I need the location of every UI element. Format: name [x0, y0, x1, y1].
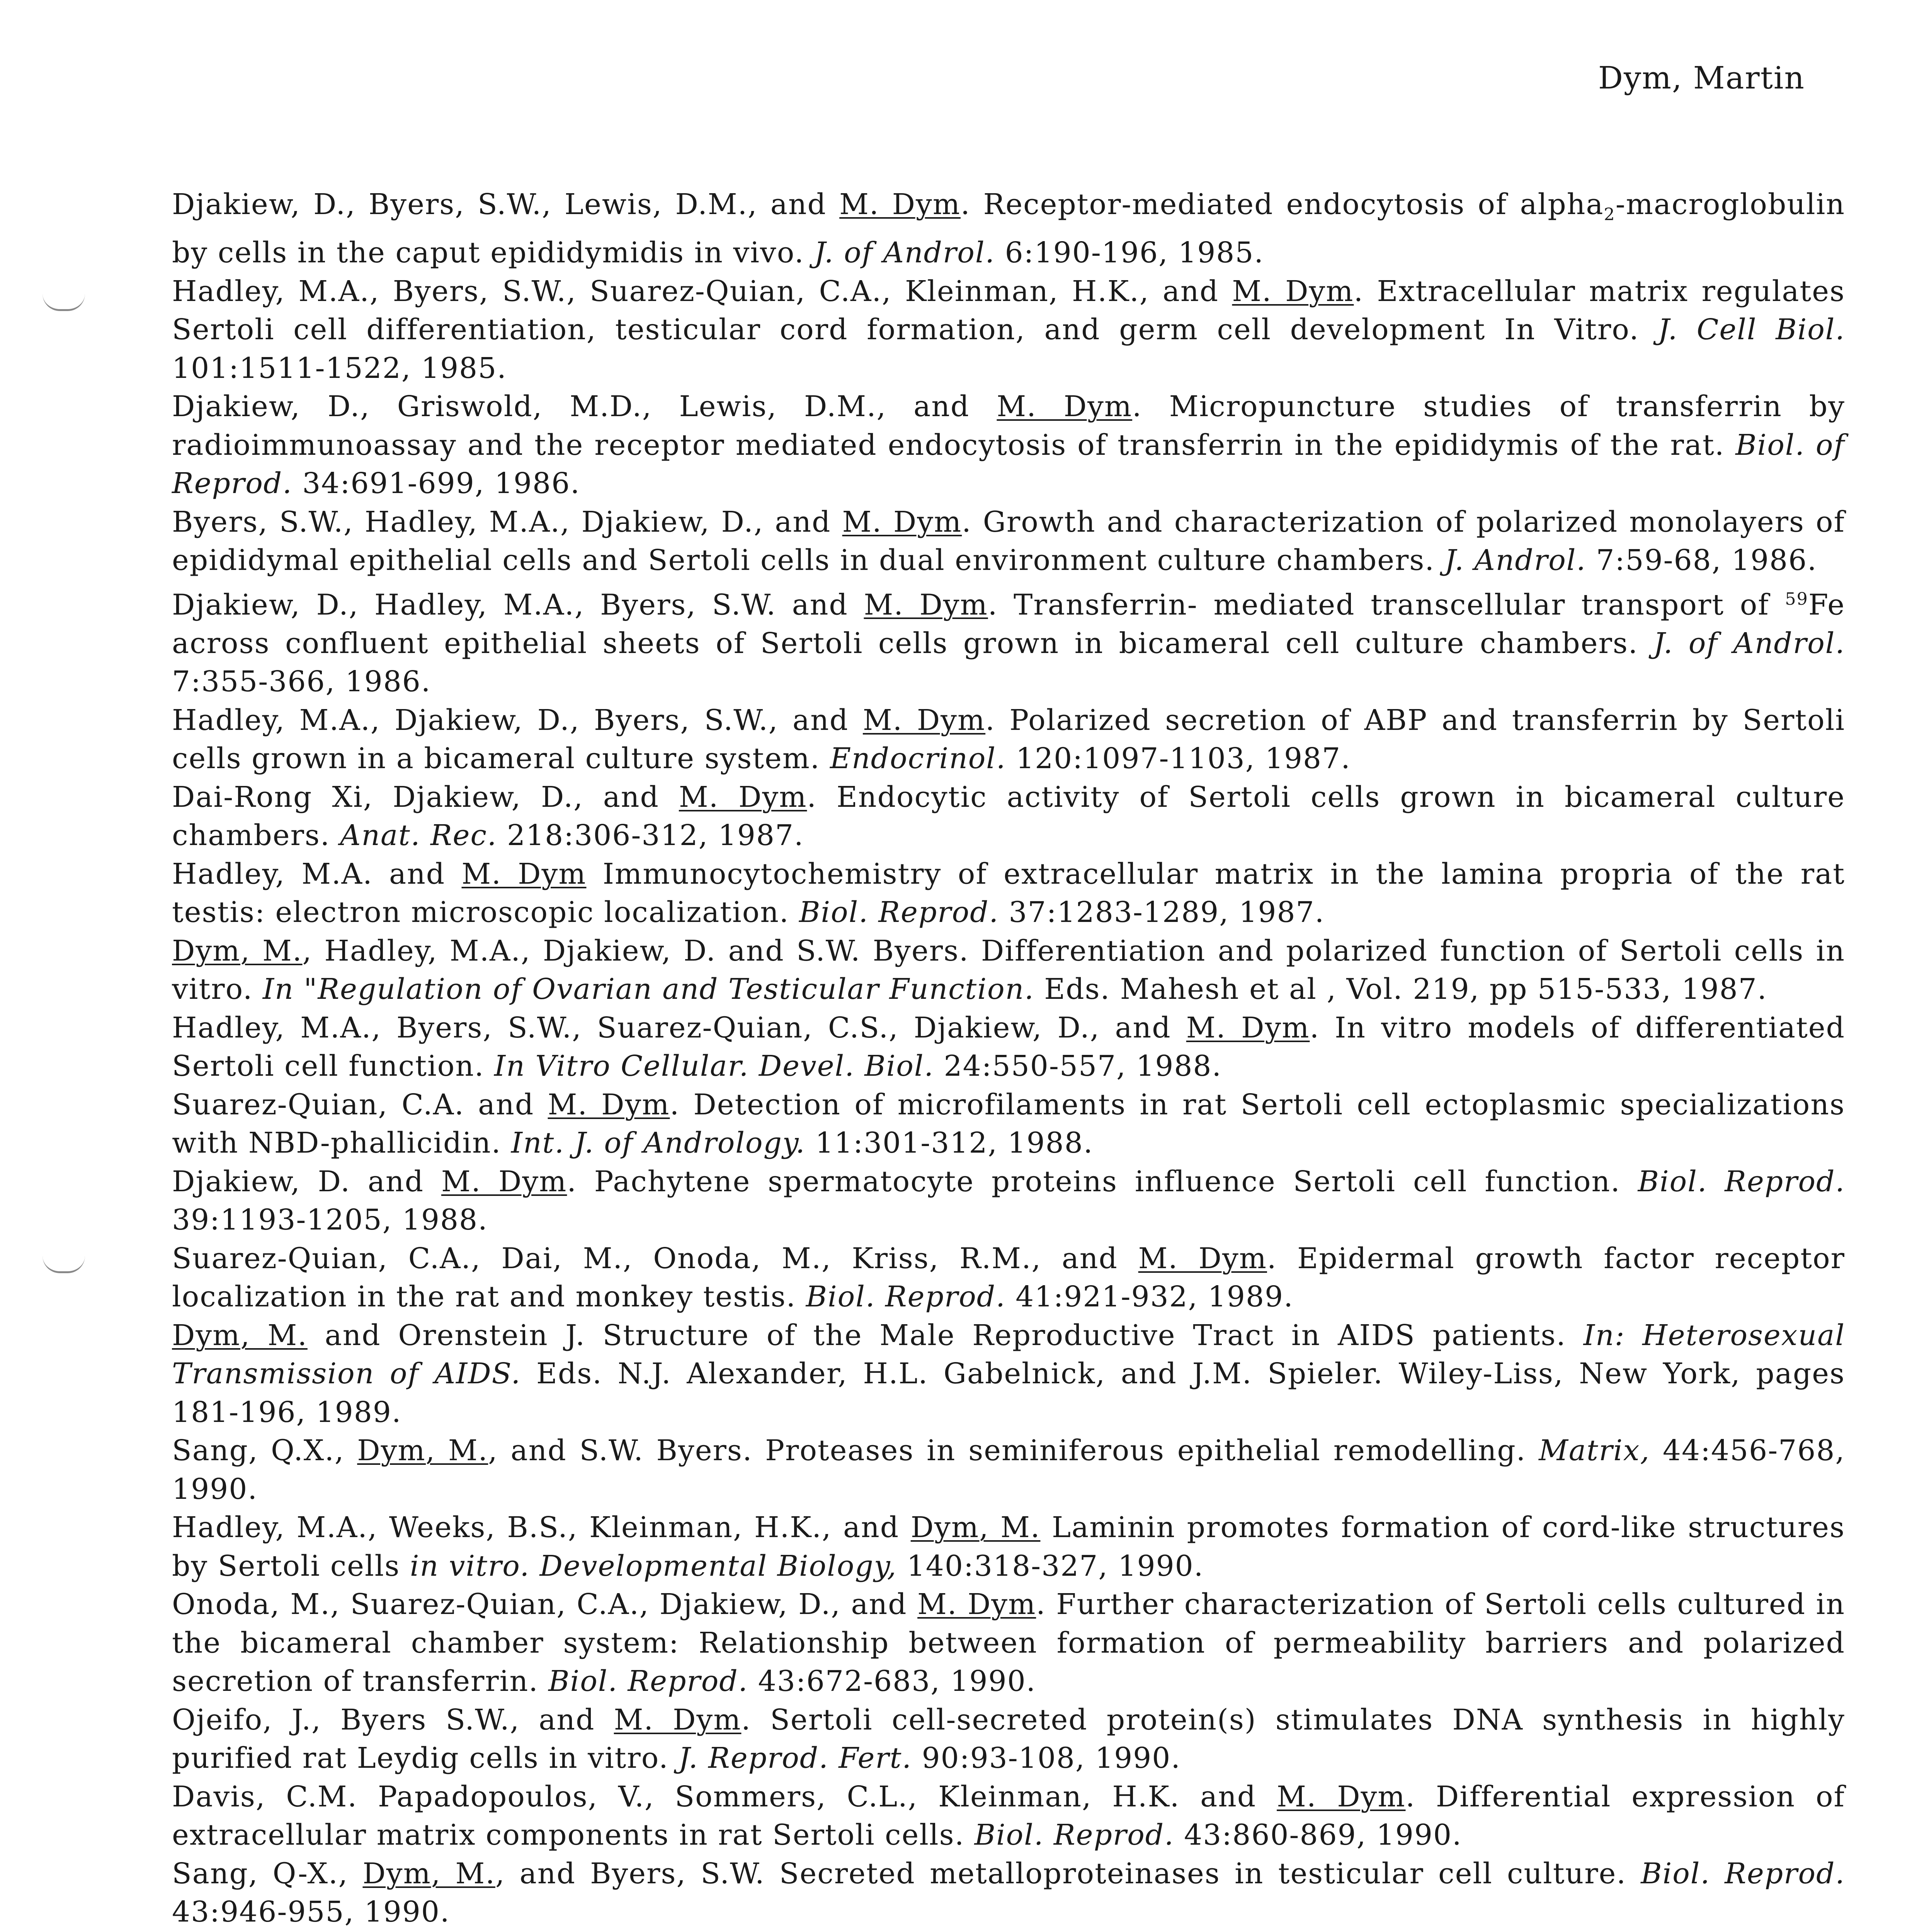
reference-text: 41:921-932, 1989. [1005, 1280, 1294, 1314]
reference-text: , and S.W. Byers. Proteases in seminiferous epithelial remodelling. [488, 1434, 1539, 1468]
reference-list [172, 185, 1845, 1932]
reference-text: Sang, Q.X., [172, 1434, 357, 1468]
journal-title: J. of Androl. [1653, 626, 1845, 660]
page-header-author: Dym, Martin [1598, 60, 1805, 96]
journal-title: Int. J. of Andrology. [511, 1126, 806, 1160]
reference-text: 43:946-955, 1990. [172, 1895, 450, 1929]
reference-entry [172, 1432, 1845, 1509]
journal-title: Anat. Rec. [340, 819, 497, 852]
reference-entry [172, 1701, 1845, 1778]
author-name-underlined: M. Dym [1277, 1780, 1406, 1813]
reference-entry [172, 1778, 1845, 1855]
reference-text: Djakiew, D., Byers, S.W., Lewis, D.M., and [172, 188, 840, 221]
reference-text: Ojeifo, J., Byers S.W., and [172, 1703, 614, 1736]
reference-text: Djakiew, D., Griswold, M.D., Lewis, D.M., and [172, 390, 997, 423]
reference-text: 43:860-869, 1990. [1174, 1818, 1462, 1852]
journal-title: in vitro. [410, 1549, 530, 1583]
reference-entry [172, 1240, 1845, 1316]
reference-entry [172, 1086, 1845, 1163]
reference-text: 11:301-312, 1988. [805, 1126, 1094, 1160]
reference-text: 34:691-699, 1986. [292, 467, 580, 500]
reference-text: Hadley, M.A., Djakiew, D., Byers, S.W., and [172, 703, 863, 737]
author-name-underlined: M. Dym [1232, 274, 1354, 308]
reference-text: , Hadley, M.A., Djakiew, D. and S.W. Byers. Differentiation and polarized function of Sertoli cells in vitro. [172, 934, 1845, 1006]
author-name-underlined: M. Dym [1186, 1011, 1310, 1044]
journal-title: J. Cell Biol. [1658, 313, 1845, 347]
reference-text: . Extracellular matrix regulates Sertoli cell differentiation, testicular cord formation, and germ cell development In Vitro. [172, 274, 1846, 347]
reference-text: 120:1097-1103, 1987. [1006, 742, 1351, 776]
reference-text: 59 [1785, 589, 1808, 609]
reference-text: . Differential expression of extracellular matrix components in rat Sertoli cells. [172, 1780, 1845, 1852]
author-name-underlined: M. Dym [548, 1088, 670, 1121]
reference-text: . Growth and characterization of polarized monolayers of epididymal epithelial cells and Sertoli cells in dual environment culture chambers. [172, 505, 1845, 577]
reference-entry [172, 1316, 1845, 1432]
author-name-underlined: M. Dym [1138, 1242, 1267, 1275]
punch-hole-mark [43, 294, 85, 311]
author-name-underlined: M. Dym [862, 703, 986, 737]
journal-title: Biol. Reprod. [1638, 1165, 1845, 1198]
author-name-underlined: M. Dym [917, 1588, 1036, 1621]
reference-text: Djakiew, D., Hadley, M.A., Byers, S.W. and [172, 588, 864, 622]
author-name-underlined: Dym, M. [910, 1511, 1041, 1544]
reference-entry [172, 580, 1845, 701]
reference-text: 44:456-768, 1990. [172, 1434, 1845, 1506]
author-name-underlined: Dym, M. [172, 1318, 308, 1352]
journal-title: In Vitro Cellular. Devel. Biol. [494, 1049, 934, 1083]
journal-title: Biol. Reprod. [799, 896, 999, 929]
reference-text: 43:672-683, 1990. [748, 1665, 1036, 1698]
reference-text: Suarez-Quian, C.A., Dai, M., Onoda, M., Kriss, R.M., and [172, 1242, 1138, 1275]
reference-text: . In vitro models of differentiated Sertoli cell function. [172, 1011, 1845, 1083]
reference-entry [172, 1585, 1845, 1701]
reference-entry [172, 272, 1845, 388]
author-name-underlined: M. Dym [679, 780, 807, 814]
author-name-underlined: Dym, M. [172, 934, 303, 968]
reference-text: Suarez-Quian, C.A. and [172, 1088, 548, 1121]
author-name-underlined: M. Dym [614, 1703, 742, 1736]
journal-title: Biol. Reprod. [1641, 1857, 1845, 1890]
reference-entry [172, 1509, 1845, 1585]
author-name-underlined: M. Dym [864, 588, 988, 622]
journal-title: J. Reprod. Fert. [679, 1742, 912, 1775]
reference-entry [172, 855, 1845, 932]
reference-text: 2 [1604, 204, 1616, 224]
reference-text [530, 1549, 540, 1583]
reference-text: Dai-Rong Xi, Djakiew, D., and [172, 780, 679, 814]
author-name-underlined: Dym, M. [357, 1434, 488, 1468]
reference-text: 140:318-327, 1990. [897, 1549, 1204, 1583]
reference-entry [172, 1009, 1845, 1086]
reference-text: . Polarized secretion of ABP and transferrin by Sertoli cells grown in a bicameral culture system. [172, 703, 1845, 776]
reference-text: Hadley, M.A. and [172, 857, 462, 891]
reference-text: 39:1193-1205, 1988. [172, 1203, 488, 1237]
reference-text: Eds. N.J. Alexander, H.L. Gabelnick, and J.M. Spieler. Wiley-Liss, New York, pages 181-196, 1989. [172, 1357, 1845, 1429]
reference-text: . Pachytene spermatocyte proteins influence Sertoli cell function. [567, 1165, 1638, 1198]
author-name-underlined: M. Dym [839, 188, 961, 221]
journal-title: J. Androl. [1444, 544, 1586, 577]
reference-entry [172, 388, 1845, 503]
reference-text: Davis, C.M. Papadopoulos, V., Sommers, C.L., Kleinman, H.K. and [172, 1780, 1277, 1813]
reference-text: . Sertoli cell-secreted protein(s) stimulates DNA synthesis in highly purified rat Leydig cells in vitro. [172, 1703, 1845, 1775]
author-name-underlined: M. Dym [997, 390, 1133, 423]
reference-text: 6:190-196, 1985. [995, 236, 1264, 270]
reference-text: Hadley, M.A., Byers, S.W., Suarez-Quian, C.S., Djakiew, D., and [172, 1011, 1186, 1044]
reference-text: , and Byers, S.W. Secreted metalloproteinases in testicular cell culture. [495, 1857, 1641, 1890]
reference-text: Djakiew, D. and [172, 1165, 441, 1198]
reference-text: 218:306-312, 1987. [497, 819, 804, 852]
reference-text: Onoda, M., Suarez-Quian, C.A., Djakiew, D., and [172, 1588, 918, 1621]
reference-text: 101:1511-1522, 1985. [172, 351, 507, 385]
reference-entry [172, 1855, 1845, 1932]
reference-text: 24:550-557, 1988. [934, 1049, 1222, 1083]
reference-text: Fe across confluent epithelial sheets of Sertoli cells grown in bicameral cell culture chambers. [172, 588, 1846, 660]
punch-hole-mark [43, 1256, 85, 1273]
reference-text: Eds. Mahesh et al , Vol. 219, pp 515-533, 1987. [1034, 973, 1767, 1006]
reference-entry [172, 503, 1845, 580]
reference-text: 37:1283-1289, 1987. [998, 896, 1325, 929]
author-name-underlined: M. Dym [461, 857, 587, 891]
reference-text: Hadley, M.A., Byers, S.W., Suarez-Quian, C.A., Kleinman, H.K., and [172, 274, 1232, 308]
reference-text: . Detection of microfilaments in rat Sertoli cell ectoplasmic specializations with NBD-phallicidin. [172, 1088, 1845, 1160]
reference-entry [172, 701, 1845, 778]
reference-text: . Transferrin- mediated transcellular transport of [988, 588, 1785, 622]
journal-title: Biol. of Reprod. [172, 428, 1845, 500]
reference-text: . Epidermal growth factor receptor localization in the rat and monkey testis. [172, 1242, 1845, 1314]
journal-title: Developmental Biology, [539, 1549, 897, 1583]
reference-text: Sang, Q-X., [172, 1857, 363, 1890]
journal-title: J. of Androl. [814, 236, 995, 270]
journal-title: In: Heterosexual Transmission of AIDS. [172, 1318, 1845, 1391]
reference-entry [172, 185, 1845, 272]
author-name-underlined: Dym, M. [362, 1857, 495, 1890]
reference-text: Immunocytochemistry of extracellular matrix in the lamina propria of the rat testis: electron microscopic localization. [172, 857, 1846, 929]
reference-text: . Further characterization of Sertoli cells cultured in the bicameral chamber system: Relationship between formation of permeability barriers and polarized secretion of transferrin. [172, 1588, 1846, 1698]
reference-text: . Receptor-mediated endocytosis of alpha [960, 188, 1604, 221]
reference-text: Laminin promotes formation of cord-like structures by Sertoli cells [172, 1511, 1845, 1583]
reference-text: 7:355-366, 1986. [172, 665, 431, 699]
journal-title: Biol. Reprod. [974, 1818, 1174, 1852]
reference-entry [172, 1163, 1845, 1240]
journal-title: Matrix, [1539, 1434, 1650, 1468]
reference-text: and Orenstein J. Structure of the Male Reproductive Tract in AIDS patients. [307, 1318, 1584, 1352]
journal-title: Biol. Reprod. [806, 1280, 1006, 1314]
reference-text: . Endocytic activity of Sertoli cells grown in bicameral culture chambers. [172, 780, 1845, 852]
reference-entry [172, 932, 1845, 1009]
reference-entry [172, 778, 1845, 855]
author-name-underlined: M. Dym [441, 1165, 567, 1198]
reference-text: -macroglobulin by cells in the caput epididymidis in vivo. [172, 188, 1846, 270]
reference-text: . Micropuncture studies of transferrin by radioimmunoassay and the receptor mediated endocytosis of transferrin in the epididymis of the rat. [172, 390, 1845, 462]
journal-title: Biol. Reprod. [548, 1665, 748, 1698]
reference-text: 90:93-108, 1990. [912, 1742, 1181, 1775]
journal-title: In "Regulation of Ovarian and Testicular Function. [262, 973, 1034, 1006]
journal-title: Endocrinol. [830, 742, 1006, 776]
reference-text: Byers, S.W., Hadley, M.A., Djakiew, D., and [172, 505, 842, 539]
author-name-underlined: M. Dym [842, 505, 962, 539]
reference-text: 7:59-68, 1986. [1586, 544, 1817, 577]
reference-text: Hadley, M.A., Weeks, B.S., Kleinman, H.K., and [172, 1511, 911, 1544]
